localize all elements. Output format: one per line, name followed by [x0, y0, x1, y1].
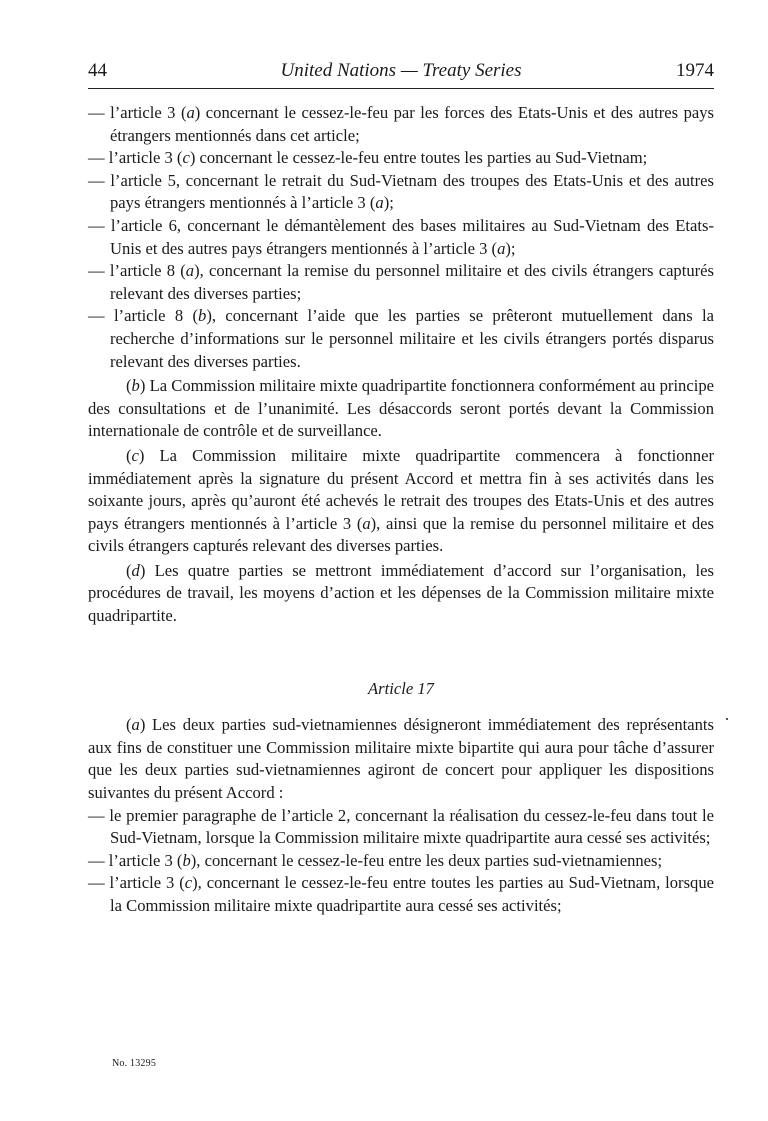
series-title: United Nations — Treaty Series: [280, 60, 522, 81]
header-year: 1974: [676, 60, 714, 81]
list-item: — l’article 6, concernant le démantèlement des bases militaires au Sud-Vietnam des Etats-Unis et des autres pays étrangers mentionnés à l’article 3 (a);: [88, 215, 714, 258]
paragraph-c: (c) La Commission militaire mixte quadripartite commencera à fonctionner immédiatement après la signature du présent Accord et mettra fin à ses activités dans les soixante jours, après qu’auront été achevés le retrait des troupes des Etats-Unis et des autres pays étrangers mentionnés à l’article 3 (a), ainsi que la remise du personnel militaire et des civils étrangers capturés relevant des diverses parties.: [88, 445, 714, 556]
header-rule: [88, 88, 714, 89]
list-item: — l’article 3 (c) concernant le cessez-le-feu entre toutes les parties au Sud-Vietnam;: [88, 148, 648, 168]
paragraph-d: (d) Les quatre parties se mettront immédiatement d’accord sur l’organisation, les procédures de travail, les moyens d’action et les dépenses de la Commission militaire mixte quadripartite.: [88, 560, 714, 626]
page-body: [88, 102, 714, 918]
scan-speck: [726, 718, 728, 720]
paragraph-b: (b) La Commission militaire mixte quadripartite fonctionnera conformément au principe des consultations et de l’unanimité. Les désaccords seront portés devant la Commission internationale de contrôle et de surveillance.: [88, 376, 714, 441]
list-item: — l’article 5, concernant le retrait du Sud-Vietnam des troupes des Etats-Unis et des autres pays étrangers mentionnés à l’article 3 (a);: [88, 170, 714, 213]
list-item: — l’article 3 (c), concernant le cessez-le-feu entre toutes les parties au Sud-Vietnam, lorsque la Commission militaire mixte quadripartite aura cessé ses activités;: [88, 873, 714, 915]
list-item: — l’article 8 (b), concernant l’aide que les parties se prêteront mutuellement dans la recherche d’informations sur le personnel militaire et les civils étrangers portés disparus relevant des diverses parties.: [88, 306, 714, 371]
list-item: — l’article 3 (b), concernant le cessez-le-feu entre les deux parties sud-vietnamiennes;: [88, 850, 663, 870]
list-item: — l’article 8 (a), concernant la remise du personnel militaire et des civils étrangers capturés relevant des diverses parties;: [88, 261, 714, 303]
article-heading: Article 17: [368, 678, 434, 698]
list-item: — le premier paragraphe de l’article 2, concernant la réalisation du cessez-le-feu dans tout le Sud-Vietnam, lorsque la Commission militaire mixte quadripartite aura cessé ses activités;: [88, 805, 714, 848]
page-number: 44: [88, 60, 107, 81]
document-number: No. 13295: [112, 1058, 157, 1069]
article-17-paragraph-a: (a) Les deux parties sud-vietnamiennes désigneront immédiatement des représentants aux fins de constituer une Commission militaire mixte bipartite qui aura pour tâche d’assurer que les deux parties sud-vietnamiennes agiront de concert pour appliquer les dispositions suivantes du présent Accord :: [88, 715, 714, 803]
running-header: [88, 58, 714, 84]
list-item: — l’article 3 (a) concernant le cessez-le-feu par les forces des Etats-Unis et des autres pays étrangers mentionnés dans cet article;: [88, 103, 714, 145]
